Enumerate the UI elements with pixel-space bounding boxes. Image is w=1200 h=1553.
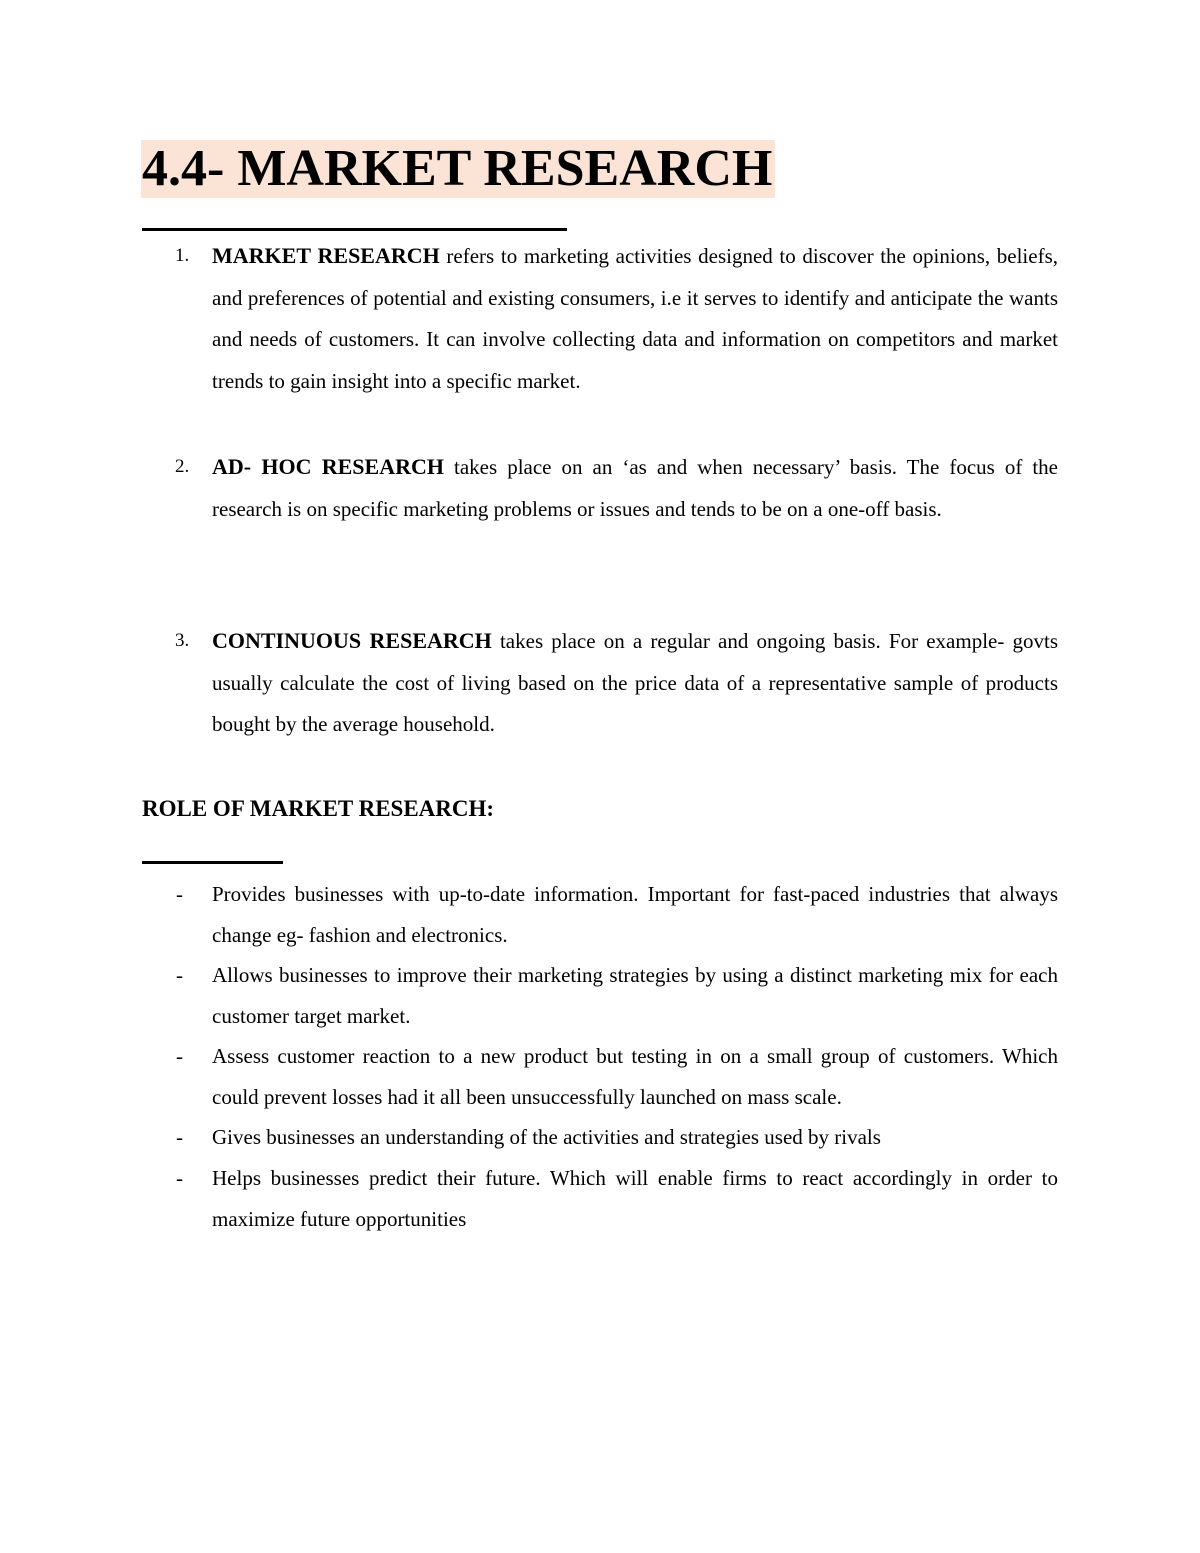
section-heading-role: ROLE OF MARKET RESEARCH: bbox=[142, 796, 495, 821]
bullet-item-up-to-date-information: Provides businesses with up-to-date information. Important for fast-paced industries that always change eg- fashion and electronics. bbox=[212, 882, 1058, 947]
title-underline-rule bbox=[142, 228, 567, 231]
definition-continuous-research: takes place on a regular and ongoing basis. For example- govts usually calculate the cost of living based on the price data of a representative sample of products bought by the average household. bbox=[212, 629, 1059, 736]
bullet-item-predict-future: Helps businesses predict their future. Which will enable firms to react accordingly in order to maximize future opportunities bbox=[212, 1166, 1058, 1231]
term-ad-hoc-research: AD- HOC RESEARCH bbox=[212, 454, 444, 479]
bullet-item-rival-activities: Gives businesses an understanding of the activities and strategies used by rivals bbox=[212, 1125, 881, 1149]
term-continuous-research: CONTINUOUS RESEARCH bbox=[212, 628, 492, 653]
page-title bbox=[141, 140, 775, 198]
list-marker-1: 1. bbox=[175, 245, 190, 266]
definition-market-research: refers to marketing activities designed to discover the opinions, beliefs, and preferences of potential and existing consumers, i.e it serves to identify and anticipate the wants and needs of customers. It can involve collecting data and information on competitors and market trends to gain insight into a specific market. bbox=[212, 244, 1058, 393]
list-item-ad-hoc-research bbox=[212, 446, 1058, 530]
term-market-research: MARKET RESEARCH bbox=[212, 243, 440, 268]
bullet-marker-5: - bbox=[176, 1166, 183, 1190]
list-marker-2: 2. bbox=[175, 456, 190, 477]
bullet-marker-2: - bbox=[176, 963, 183, 987]
definition-ad-hoc-research: takes place on an ‘as and when necessary’ basis. The focus of the research is on specific marketing problems or issues and tends to be on a one-off basis. bbox=[212, 455, 1059, 521]
list-item-continuous-research bbox=[212, 620, 1058, 746]
list-item-market-research bbox=[212, 235, 1058, 402]
section-underline-rule bbox=[142, 861, 283, 864]
bullet-marker-3: - bbox=[176, 1044, 183, 1068]
bullet-marker-4: - bbox=[176, 1125, 183, 1149]
bullet-item-customer-reaction: Assess customer reaction to a new product but testing in on a small group of customers. Which could prevent losses had it all been unsuccessfully launched on mass scale. bbox=[212, 1044, 1058, 1109]
list-marker-3: 3. bbox=[175, 630, 190, 651]
bullet-item-marketing-strategies: Allows businesses to improve their marketing strategies by using a distinct marketing mix for each customer target market. bbox=[212, 963, 1058, 1028]
page-title-text: 4.4- MARKET RESEARCH bbox=[142, 140, 773, 197]
bullet-marker-1: - bbox=[176, 882, 183, 906]
